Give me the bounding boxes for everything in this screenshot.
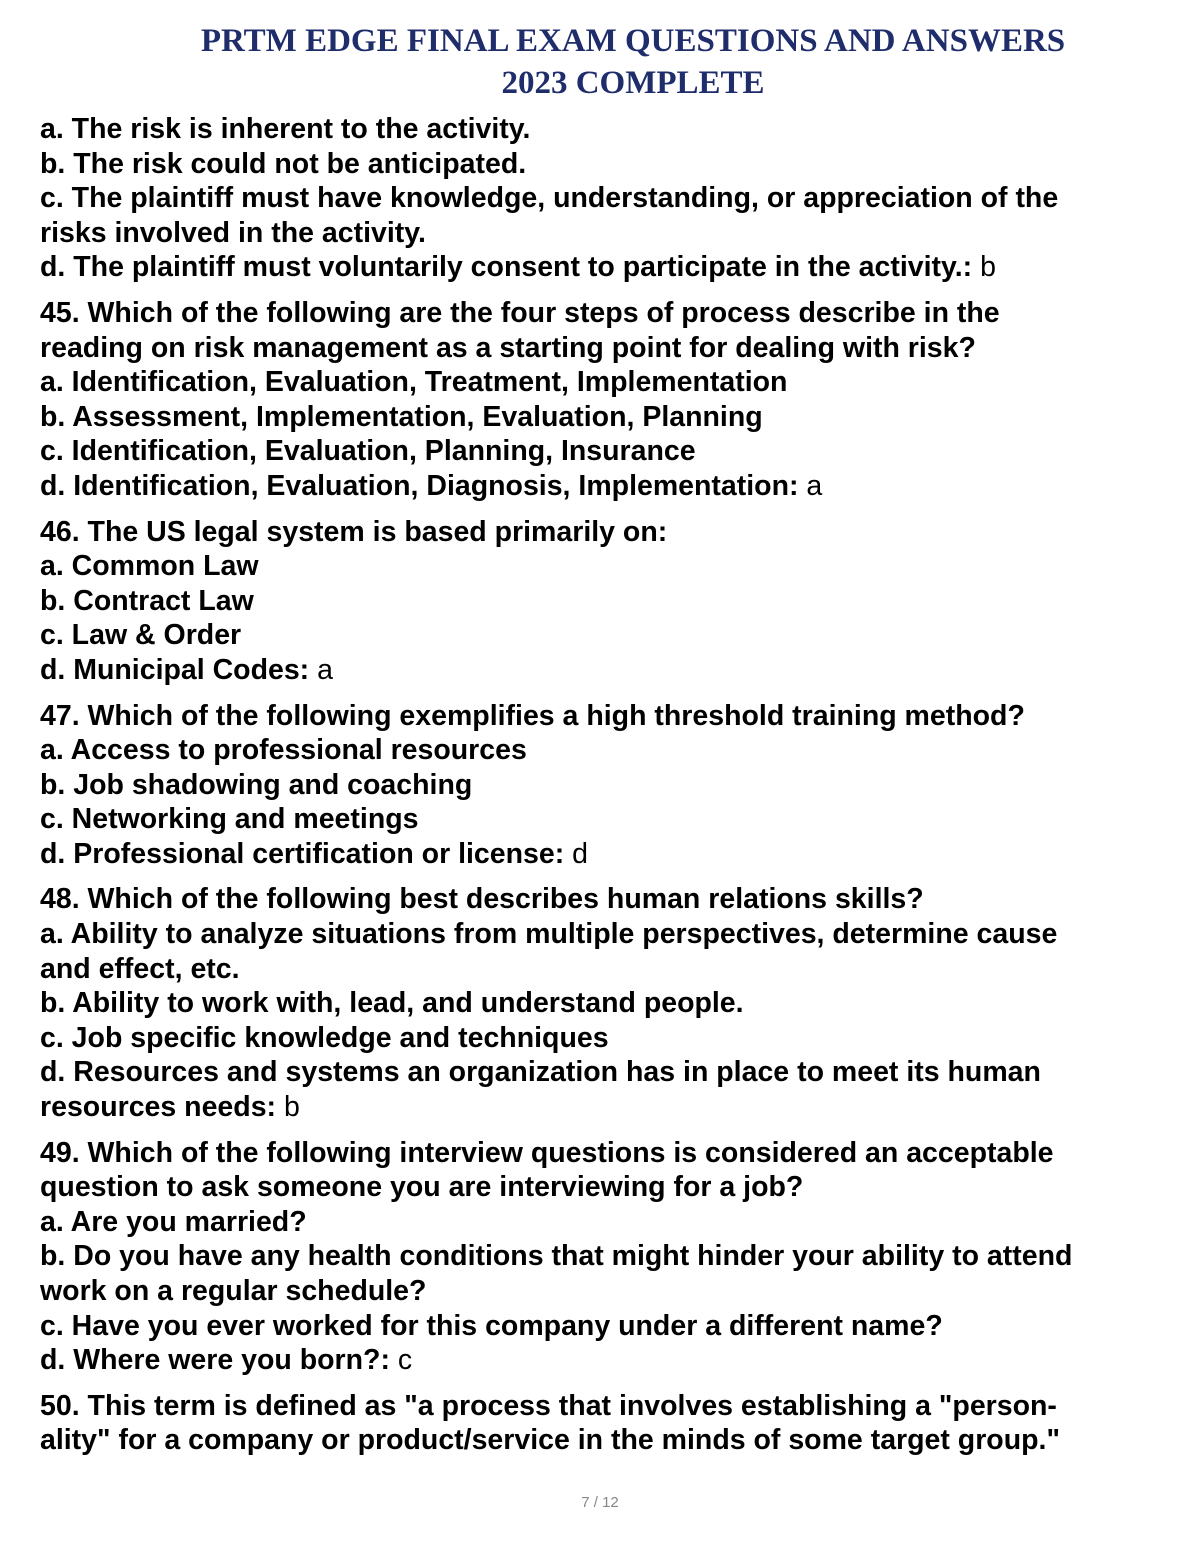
option-c: c. Networking and meetings (40, 803, 419, 836)
option-b-continued: work on a regular schedule? (40, 1275, 427, 1307)
question-block-48 (40, 882, 1170, 1124)
option-b: b. Do you have any health conditions that might hinder your ability to attend (40, 1240, 1073, 1273)
option-c: c. Identification, Evaluation, Planning, Insurance (40, 435, 696, 468)
option-c: c. The plaintiff must have knowledge, understanding, or appreciation of the (40, 182, 1059, 215)
option-a: a. Are you married? (40, 1205, 307, 1238)
question-block-46 (40, 515, 1170, 688)
answer-key: b (972, 251, 996, 284)
question-text: 48. Which of the following best describes human relations skills? (40, 883, 924, 916)
option-b: b. Ability to work with, lead, and understand people. (40, 987, 744, 1020)
option-d-continued (40, 1090, 1170, 1125)
option-c: c. Have you ever worked for this company under a different name? (40, 1309, 943, 1342)
option-d-text: d. Identification, Evaluation, Diagnosis, Implementation: (40, 469, 799, 502)
question-text: 46. The US legal system is based primarily on: (40, 515, 668, 548)
question-text: 50. This term is defined as "a process that involves establishing a "person- (40, 1389, 1057, 1422)
question-block-44 (40, 112, 1170, 285)
title-line-1: PRTM EDGE FINAL EXAM QUESTIONS AND ANSWERS (200, 23, 1066, 59)
question-block-47 (40, 699, 1170, 872)
question-text-continued: reading on risk management as a starting point for dealing with risk? (40, 331, 976, 364)
answer-key: a (309, 653, 333, 686)
option-d (40, 469, 1170, 504)
option-d-text: d. Municipal Codes: (40, 653, 310, 686)
question-text: 45. Which of the following are the four steps of process describe in the (40, 296, 1000, 329)
option-d (40, 837, 1170, 872)
page-indicator: 7 / 12 (581, 1494, 619, 1511)
question-block-50 (40, 1389, 1170, 1458)
option-a: a. Ability to analyze situations from multiple perspectives, determine cause (40, 918, 1058, 951)
option-d-text: d. Where were you born?: (40, 1344, 390, 1377)
title-line-2: 2023 COMPLETE (501, 65, 765, 101)
question-block-49 (40, 1136, 1170, 1378)
answer-key: b (276, 1091, 300, 1124)
option-d-text: d. The plaintiff must voluntarily consent to participate in the activity.: (40, 251, 973, 284)
question-text-continued: ality" for a company or product/service in the minds of some target group." (40, 1424, 1060, 1457)
option-b: b. The risk could not be anticipated. (40, 147, 527, 180)
option-d (40, 1343, 1170, 1378)
option-c: c. Job specific knowledge and techniques (40, 1021, 609, 1054)
document-body (40, 112, 1170, 1458)
option-d: d. Resources and systems an organization has in place to meet its human (40, 1056, 1041, 1089)
option-b: b. Job shadowing and coaching (40, 768, 473, 801)
option-c: c. Law & Order (40, 619, 242, 652)
option-d (40, 250, 1170, 285)
option-b: b. Contract Law (40, 584, 254, 617)
option-b: b. Assessment, Implementation, Evaluation, Planning (40, 400, 763, 433)
option-d-text: resources needs: (40, 1091, 277, 1124)
question-text: 47. Which of the following exemplifies a high threshold training method? (40, 699, 1025, 732)
question-block-45 (40, 296, 1170, 504)
answer-key: c (389, 1344, 413, 1377)
option-d-text: d. Professional certification or license: (40, 837, 565, 870)
option-a: a. Common Law (40, 550, 259, 583)
option-d (40, 653, 1170, 688)
question-text-continued: question to ask someone you are interviewing for a job? (40, 1171, 804, 1204)
answer-key: a (798, 469, 823, 502)
option-a: a. Identification, Evaluation, Treatment, Implementation (40, 366, 788, 399)
option-c-continued: risks involved in the activity. (40, 216, 426, 249)
document-title (0, 20, 1200, 104)
option-a: a. Access to professional resources (40, 734, 527, 767)
option-a-continued: and effect, etc. (40, 952, 240, 985)
question-text: 49. Which of the following interview questions is considered an acceptable (40, 1136, 1054, 1169)
answer-key: d (564, 837, 589, 870)
option-a: a. The risk is inherent to the activity. (40, 113, 531, 145)
